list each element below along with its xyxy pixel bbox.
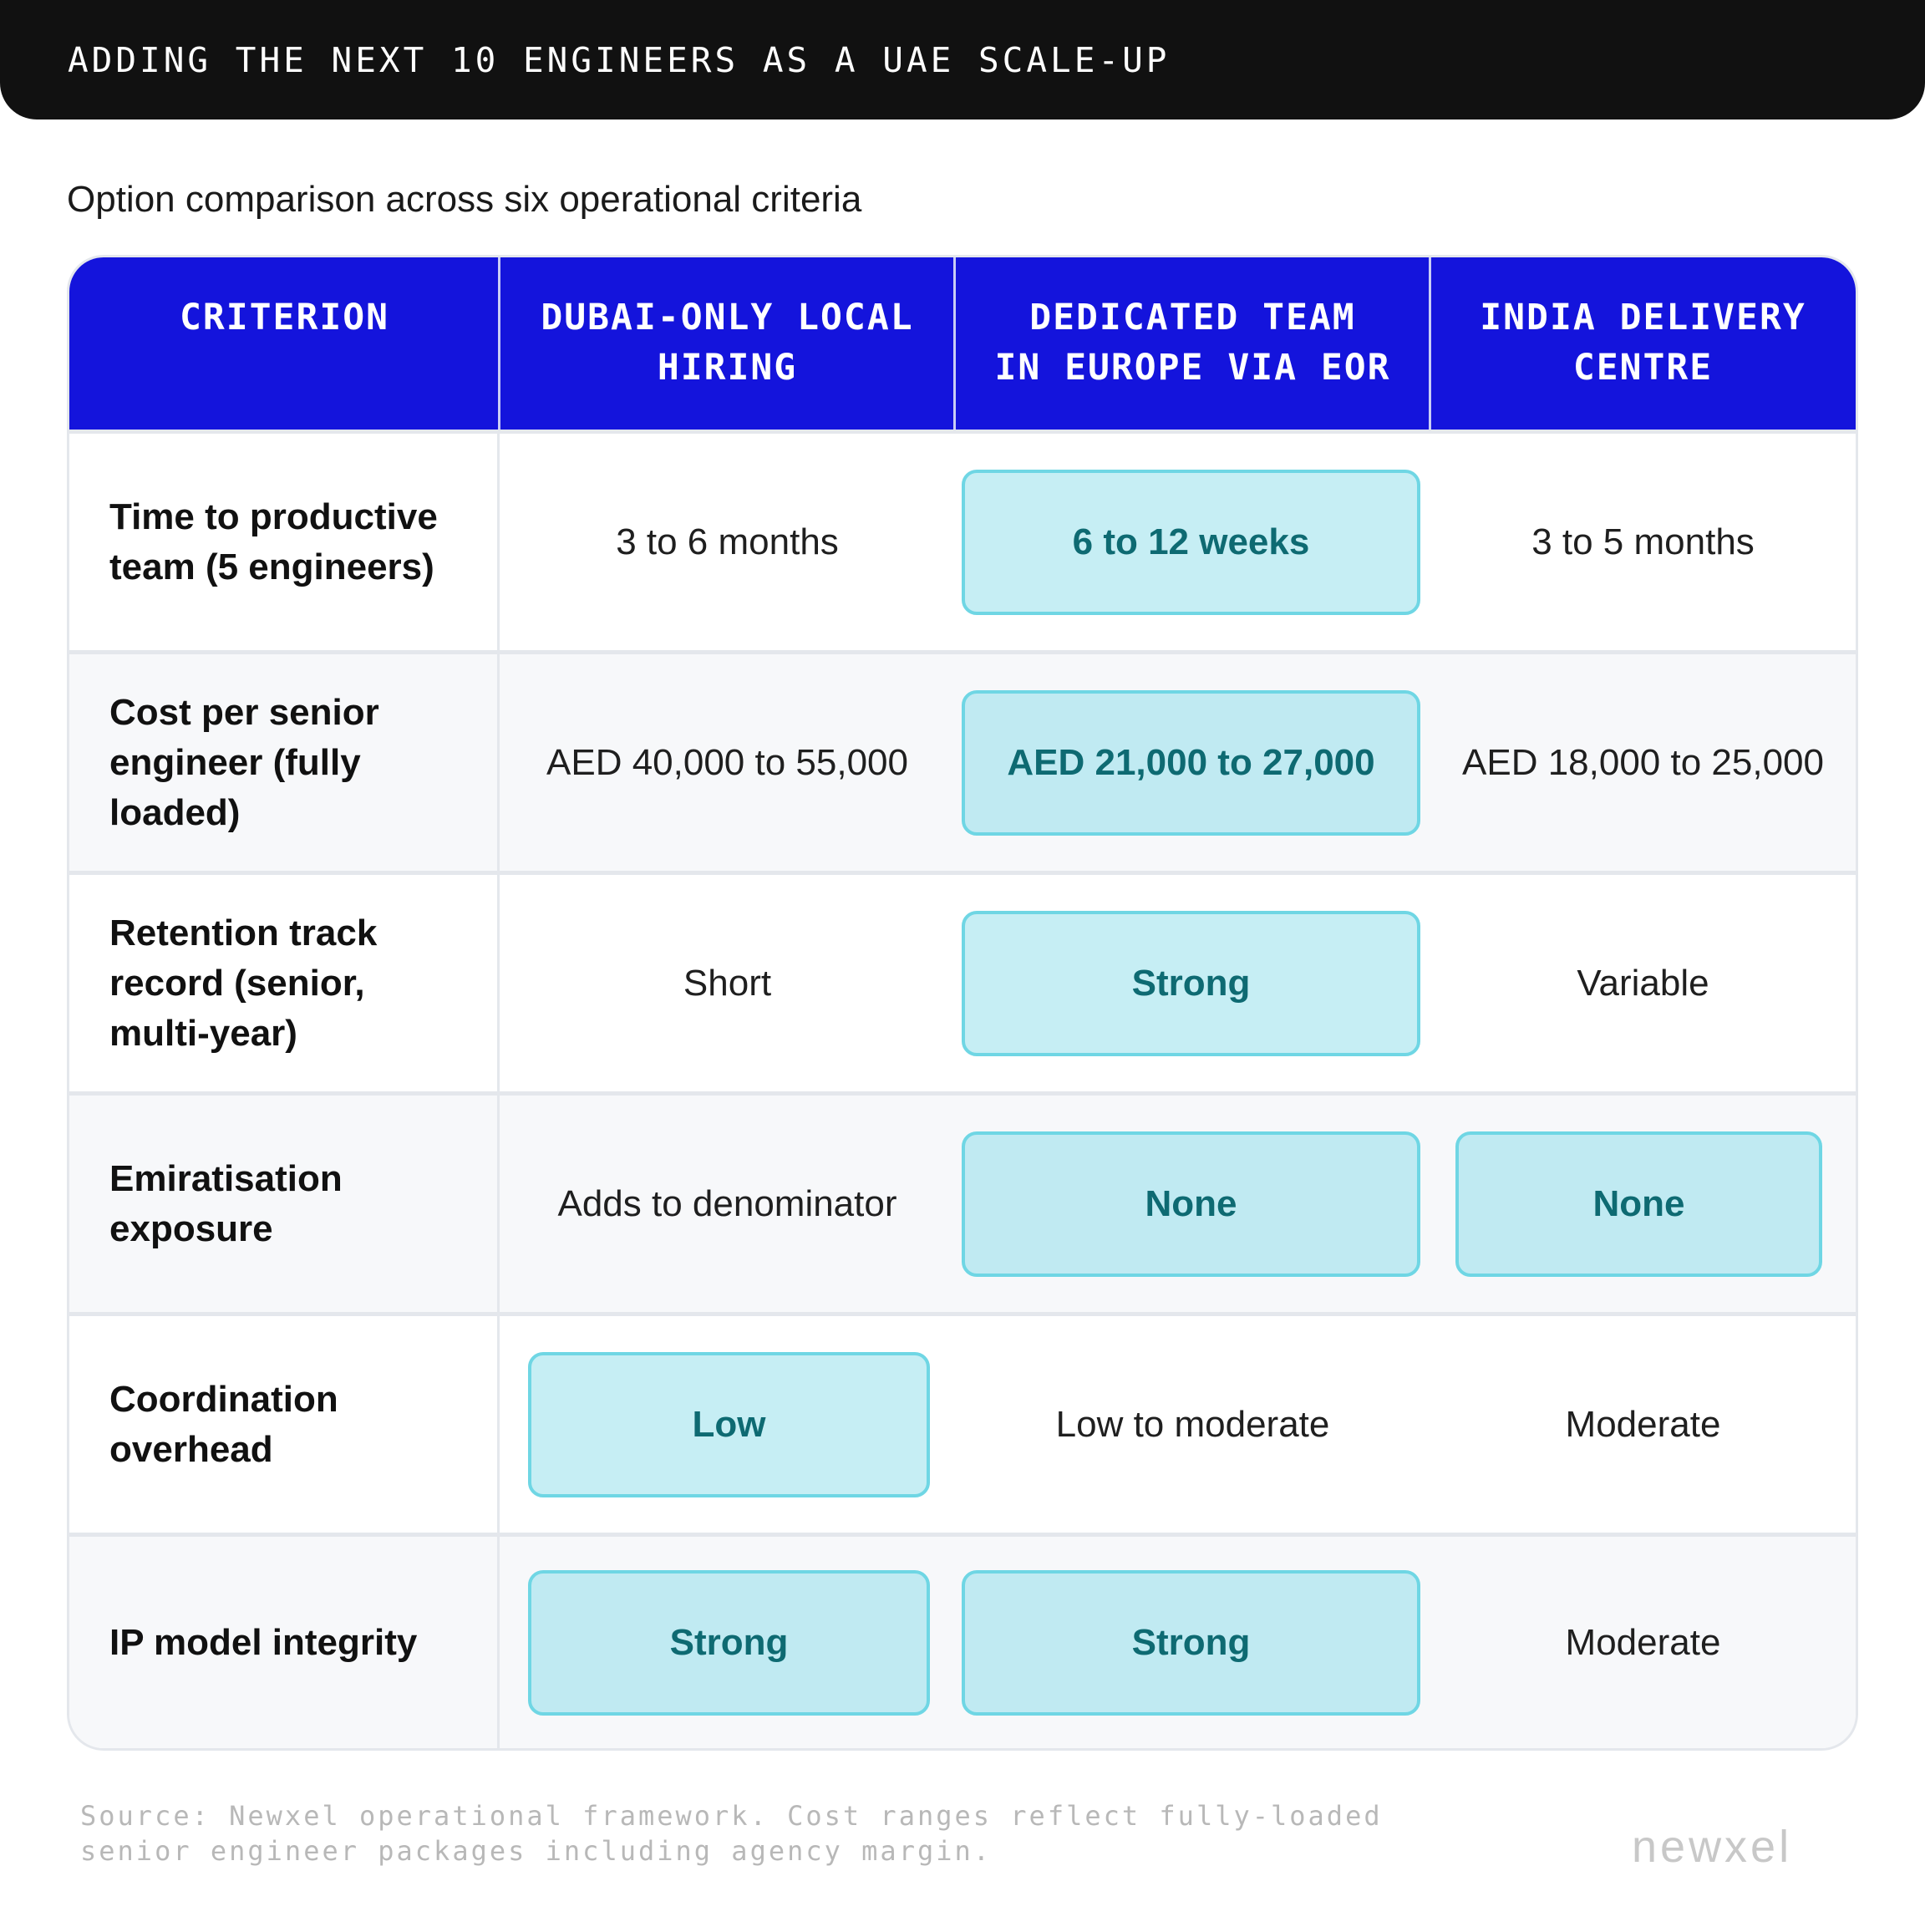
value-cell-dubai-only-local-hiring <box>500 654 955 871</box>
highlight-pill <box>962 911 1420 1056</box>
highlight-value: AED 21,000 to 27,000 <box>1007 741 1375 783</box>
criterion-label: Time to productive team (5 engineers) <box>109 496 438 587</box>
cell-value: AED 18,000 to 25,000 <box>1462 741 1824 783</box>
criterion-cell <box>69 1537 500 1748</box>
highlight-value: 6 to 12 weeks <box>1072 521 1310 562</box>
value-cell-india-delivery-centre <box>1430 1316 1856 1533</box>
highlight-pill <box>962 690 1420 836</box>
value-cell-india-delivery-centre <box>1430 434 1856 650</box>
header-divider <box>1429 257 1431 430</box>
highlight-value: None <box>1145 1182 1237 1224</box>
criterion-cell <box>69 875 500 1091</box>
highlight-value: Strong <box>1131 962 1251 1004</box>
highlight-pill <box>528 1352 930 1497</box>
criterion-label: Coordination overhead <box>109 1378 338 1470</box>
value-cell-india-delivery-centre <box>1430 1537 1856 1748</box>
value-cell-dubai-only-local-hiring <box>500 1316 955 1533</box>
source-note: Source: Newxel operational framework. Cost ranges reflect fully-loaded senior engineer packages including agency margin. <box>80 1800 1383 1867</box>
header-divider <box>498 257 500 430</box>
page-title: ADDING THE NEXT 10 ENGINEERS AS A UAE SCALE-UP <box>68 39 1171 80</box>
criterion-label: IP model integrity <box>109 1621 418 1663</box>
value-cell-india-delivery-centre <box>1430 875 1856 1091</box>
value-cell-dedicated-team-in-europe-via-eor <box>955 1096 1430 1312</box>
value-cell-dubai-only-local-hiring <box>500 1537 955 1748</box>
criterion-cell <box>69 434 500 650</box>
subtitle: Option comparison across six operational criteria <box>67 179 862 220</box>
value-cell-dedicated-team-in-europe-via-eor <box>955 654 1430 871</box>
highlight-pill <box>962 470 1420 615</box>
cell-value: 3 to 5 months <box>1531 521 1755 562</box>
table-header-row <box>69 257 1856 430</box>
criterion-label: Emiratisation exposure <box>109 1157 343 1249</box>
highlight-pill <box>962 1570 1420 1716</box>
column-header-label: DEDICATED TEAM IN EUROPE VIA EOR <box>994 297 1391 389</box>
column-header-0 <box>69 257 500 430</box>
cell-value: AED 40,000 to 55,000 <box>546 741 908 783</box>
highlight-pill <box>528 1570 930 1716</box>
logo-text: newxel <box>1632 1822 1793 1872</box>
column-header-1 <box>500 257 955 430</box>
highlight-pill <box>1455 1131 1822 1277</box>
table-row <box>69 871 1856 1091</box>
value-cell-dubai-only-local-hiring <box>500 1096 955 1312</box>
value-cell-dedicated-team-in-europe-via-eor <box>955 1316 1430 1533</box>
cell-value: Low to moderate <box>1055 1403 1330 1445</box>
table-row <box>69 650 1856 871</box>
table-row <box>69 1091 1856 1312</box>
table-row <box>69 430 1856 650</box>
value-cell-dedicated-team-in-europe-via-eor <box>955 1537 1430 1748</box>
highlight-value: None <box>1592 1182 1685 1224</box>
column-header-3 <box>1430 257 1856 430</box>
criterion-label: Cost per senior engineer (fully loaded) <box>109 691 379 833</box>
highlight-value: Low <box>692 1403 766 1445</box>
table-row <box>69 1533 1856 1748</box>
value-cell-dubai-only-local-hiring <box>500 434 955 650</box>
cell-value: Adds to denominator <box>557 1182 897 1224</box>
cell-value: 3 to 6 months <box>616 521 839 562</box>
criterion-cell <box>69 1096 500 1312</box>
criterion-cell <box>69 654 500 871</box>
table-row <box>69 1312 1856 1533</box>
column-header-label: CRITERION <box>180 297 389 338</box>
title-bar <box>0 0 1925 119</box>
cell-value: Short <box>683 962 772 1004</box>
value-cell-dedicated-team-in-europe-via-eor <box>955 434 1430 650</box>
criterion-cell <box>69 1316 500 1533</box>
highlight-pill <box>962 1131 1420 1277</box>
criterion-label: Retention track record (senior, multi-year) <box>109 912 378 1054</box>
column-header-2 <box>955 257 1430 430</box>
cell-value: Moderate <box>1565 1403 1721 1445</box>
value-cell-dubai-only-local-hiring <box>500 875 955 1091</box>
highlight-value: Strong <box>1131 1621 1251 1663</box>
value-cell-india-delivery-centre <box>1430 1096 1856 1312</box>
cell-value: Variable <box>1577 962 1709 1004</box>
cell-value: Moderate <box>1565 1621 1721 1663</box>
value-cell-india-delivery-centre <box>1430 654 1856 871</box>
newxel-logo <box>1632 1822 1849 1872</box>
value-cell-dedicated-team-in-europe-via-eor <box>955 875 1430 1091</box>
comparison-table <box>67 255 1858 1751</box>
header-divider <box>953 257 956 430</box>
highlight-value: Strong <box>669 1621 789 1663</box>
column-header-label: INDIA DELIVERY CENTRE <box>1480 297 1806 389</box>
column-header-label: DUBAI-ONLY LOCAL HIRING <box>541 297 914 389</box>
